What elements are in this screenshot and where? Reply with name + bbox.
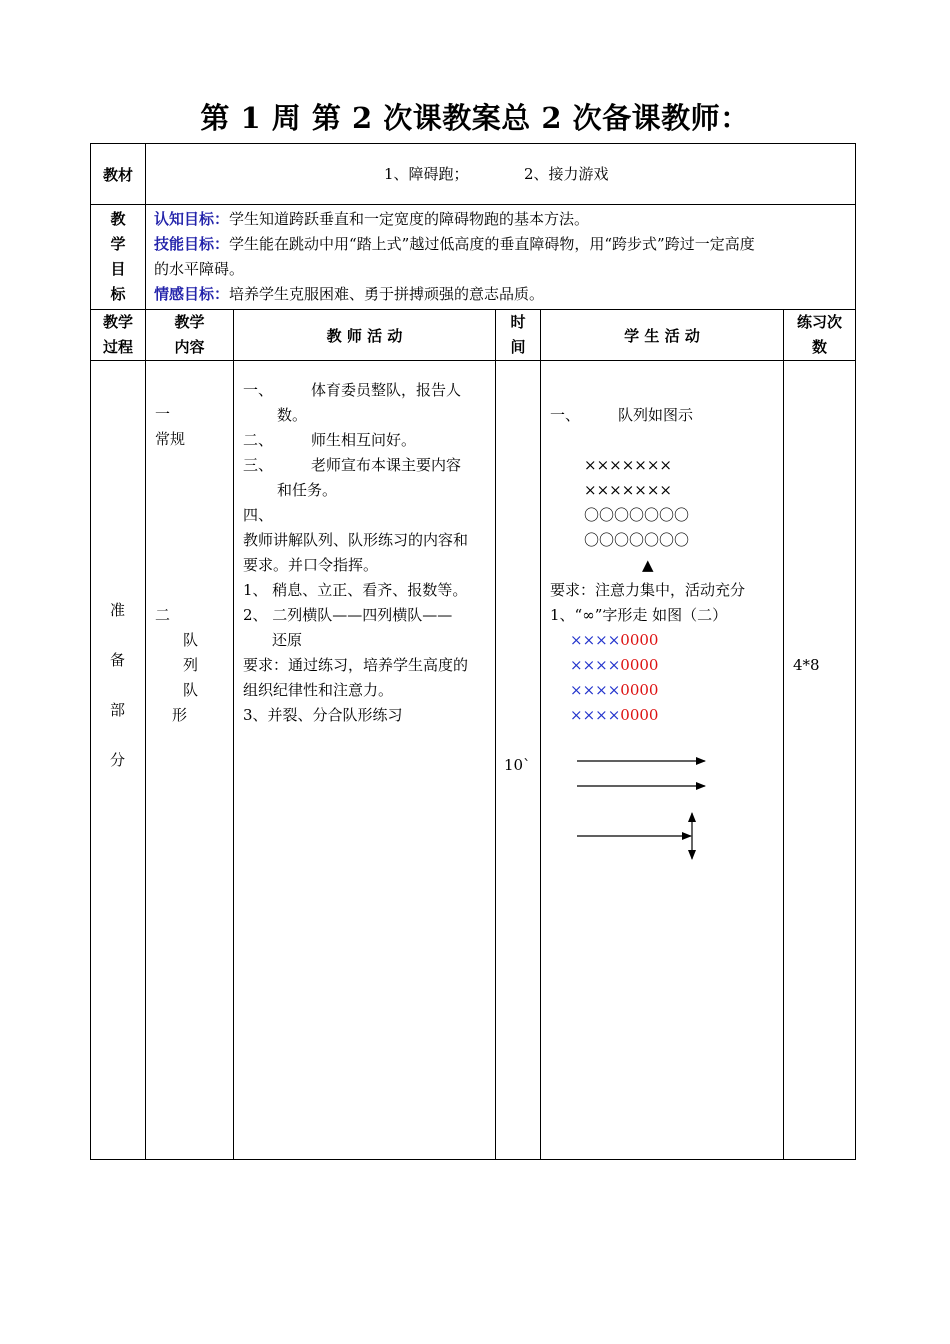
header-process: [91, 310, 146, 361]
teacher-line: 一、: [243, 381, 274, 399]
pair-x: ××××: [570, 656, 621, 674]
stage-char: 部: [110, 701, 126, 719]
emotion-goal-label: 情感目标：: [154, 285, 230, 303]
teacher-line: 教师讲解队列、队形练习的内容和: [243, 531, 469, 549]
student-activity-cell: [541, 361, 784, 1160]
student-line: 一、: [550, 406, 581, 424]
cognitive-goal-label: 认知目标：: [154, 210, 230, 228]
stage-cell: [91, 361, 146, 1160]
goals-content: [146, 205, 856, 310]
emotion-goal-text: 培养学生克服困难、勇于拼搏顽强的意志品质。: [229, 285, 545, 303]
goals-label-char: 教: [110, 210, 126, 228]
pair-row: [570, 678, 658, 703]
stage-char: 备: [110, 651, 126, 669]
pair-o: 0000: [620, 681, 659, 699]
header-content-line1: 教学: [174, 313, 205, 331]
teacher-line: 还原: [272, 631, 303, 649]
content-two-char: 队: [183, 631, 199, 649]
time-cell: [496, 361, 541, 1160]
materials-item-1: 1、障碍跑；: [384, 165, 469, 183]
teacher-line: 组织纪律性和注意力。: [243, 681, 394, 699]
time-value: 10`: [504, 756, 531, 774]
content-cell: [146, 361, 234, 1160]
pair-x: ××××: [570, 681, 621, 699]
header-content-line2: 内容: [174, 338, 205, 356]
skill-goal-label: 技能目标：: [154, 235, 230, 253]
header-reps-line1: 练习次: [797, 313, 843, 331]
teacher-line: 要求。并口令指挥。: [243, 556, 379, 574]
stage-char: 准: [110, 601, 126, 619]
cognitive-goal: [146, 207, 855, 232]
skill-goal-cont: 的水平障碍。: [154, 260, 245, 278]
content-one-text: 常规: [155, 430, 186, 448]
header-reps-line2: 数: [812, 338, 828, 356]
teacher-line: 数。: [277, 406, 308, 424]
student-figure-caption: 1、“∞”字形走 如图（二）: [550, 606, 728, 624]
content-two-char: 队: [183, 681, 199, 699]
goals-label: [91, 205, 146, 310]
content-two-char: 列: [183, 656, 199, 674]
content-one-num: 一: [155, 405, 171, 423]
preparation-row: [91, 361, 856, 1160]
teacher-line: 师生相互问好。: [311, 431, 417, 449]
formation-row-o: 〇〇〇〇〇〇〇: [584, 531, 690, 549]
stage-char: 分: [110, 751, 126, 769]
reps-cell: [784, 361, 856, 1160]
pair-row: [570, 653, 658, 678]
header-process-line1: 教学: [102, 313, 133, 331]
pair-o: 0000: [620, 656, 659, 674]
teacher-line: 要求：通过练习，培养学生高度的: [243, 656, 469, 674]
pair-x: ××××: [570, 706, 621, 724]
pair-row: [570, 703, 658, 728]
goals-label-char: 目: [110, 260, 126, 278]
pair-x: ××××: [570, 631, 621, 649]
teacher-line: 和任务。: [277, 481, 338, 499]
header-time: [496, 310, 541, 361]
teacher-line: 2、 二列横队——四列横队——: [243, 606, 453, 624]
formation-row-x: ×××××××: [584, 456, 672, 474]
page-title: 第 1 周 第 2 次课教案总 2 次备课教师：: [200, 101, 750, 135]
materials-content: [146, 144, 856, 205]
materials-label: 教材: [91, 144, 146, 205]
lesson-plan-table: [90, 143, 856, 1160]
formation-row-x: ×××××××: [584, 481, 672, 499]
pair-row: [570, 628, 658, 653]
skill-goal-text: 学生能在跳动中用“踏上式”越过低高度的垂直障碍物，用“跨步式”跨过一定高度: [229, 235, 755, 253]
formation-arrows-diagram: [541, 741, 784, 861]
header-time-line2: 间: [510, 338, 526, 356]
column-header-row: [91, 310, 856, 361]
header-content: [146, 310, 234, 361]
materials-row: [91, 144, 856, 205]
goals-label-char: 学: [110, 235, 126, 253]
teacher-activity-cell: [234, 361, 496, 1160]
header-reps: [784, 310, 856, 361]
emotion-goal: [146, 282, 855, 307]
teacher-line: 1、 稍息、立正、看齐、报数等。: [243, 581, 468, 599]
goals-row: [91, 205, 856, 310]
content-two-char: 形: [172, 706, 188, 724]
teacher-line: 体育委员整队，报告人: [311, 381, 462, 399]
header-teacher-activity: 教 师 活 动: [234, 310, 496, 361]
skill-goal: [146, 232, 855, 257]
materials-item-2: 2、接力游戏: [524, 165, 609, 183]
cognitive-goal-text: 学生知道跨跃垂直和一定宽度的障碍物跑的基本方法。: [229, 210, 590, 228]
student-requirement: 要求：注意力集中，活动充分: [550, 581, 746, 599]
teacher-line: 四、: [243, 506, 274, 524]
goals-label-char: 标: [110, 285, 126, 303]
student-line: 队列如图示: [618, 406, 694, 424]
pair-o: 0000: [620, 631, 659, 649]
teacher-line: 三、: [243, 456, 274, 474]
header-time-line1: 时: [510, 313, 526, 331]
formation-row-o: 〇〇〇〇〇〇〇: [584, 506, 690, 524]
reps-value: 4*8: [793, 656, 820, 674]
content-two-num: 二: [155, 606, 171, 624]
teacher-line: 老师宣布本课主要内容: [311, 456, 462, 474]
teacher-position-marker: ▲: [642, 556, 654, 574]
header-student-activity: 学 生 活 动: [541, 310, 784, 361]
header-process-line2: 过程: [102, 338, 133, 356]
teacher-line: 二、: [243, 431, 274, 449]
pair-o: 0000: [620, 706, 659, 724]
teacher-line: 3、并裂、分合队形练习: [243, 706, 403, 724]
